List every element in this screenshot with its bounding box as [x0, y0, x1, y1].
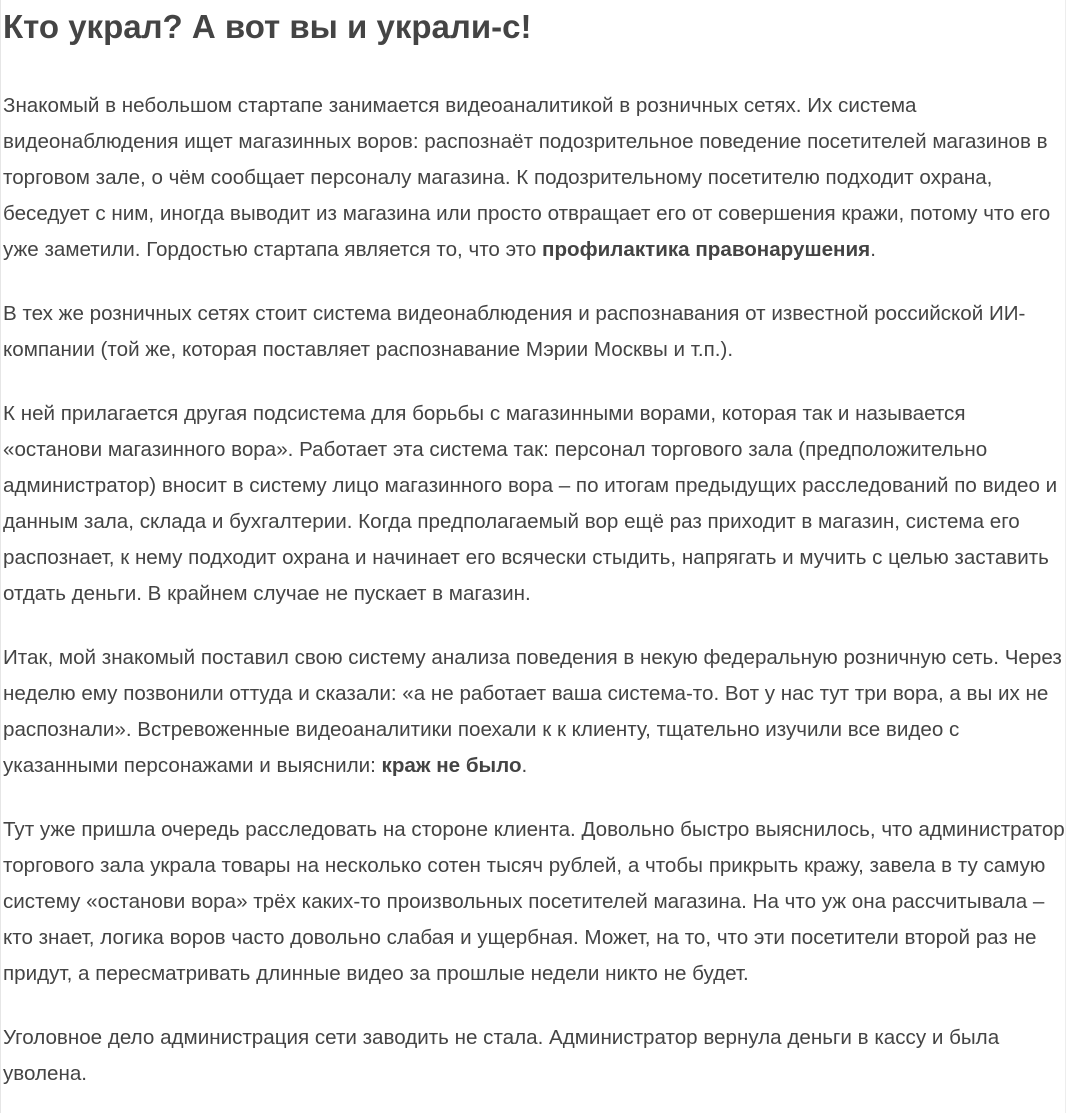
- paragraph-1: [3, 88, 1067, 268]
- paragraph-6: Уголовное дело администрация сети заводить не стала. Администратор вернула деньги в кассу и была уволена.: [3, 1026, 1000, 1085]
- article-title: Кто украл? А вот вы и украли-с!: [3, 8, 532, 45]
- left-border-line: [0, 0, 1, 1113]
- paragraph-2: В тех же розничных сетях стоит система видеонаблюдения и распознавания от известной российской ИИ-компании (той же, которая поставляет распознавание Мэрии Москвы и т.п.).: [3, 302, 1026, 361]
- paragraph-1-text: Знакомый в небольшом стартапе занимается видеоаналитикой в розничных сетях. Их система видеонаблюдения ищет магазинных воров: распознаёт подозрительное поведение посетителей магазинов в торговом зале, о чём сообщает персоналу магазина. К подозрительному посетителю подходит охрана, беседует с ним, иногда выводит из магазина или просто отвращает его от совершения кражи, потому что его уже заметили. Гордостью стартапа является то, что это: [3, 94, 1051, 261]
- article: [3, 0, 1067, 1092]
- paragraph-1-bold-phrase: профилактика правонарушения: [542, 238, 871, 261]
- paragraph-3: К ней прилагается другая подсистема для борьбы с магазинными ворами, которая так и называется «останови магазинного вора». Работает эта система так: персонал торгового зала (предположительно администратор) вносит в систему лицо магазинного вора – по итогам предыдущих расследований по видео и данным зала, склада и бухгалтерии. Когда предполагаемый вор ещё раз приходит в магазин, система его распознает, к нему подходит охрана и начинает его всячески стыдить, напрягать и мучить с целью заставить отдать деньги. В крайнем случае не пускает в магазин.: [3, 402, 1058, 605]
- paragraph-4: [3, 640, 1067, 784]
- paragraph-4-end: .: [521, 754, 528, 777]
- paragraph-1-end: .: [870, 238, 876, 261]
- paragraph-5: Тут уже пришла очередь расследовать на стороне клиента. Довольно быстро выяснилось, что администратор торгового зала украла товары на несколько сотен тысяч рублей, а чтобы прикрыть кражу, завела в ту самую систему «останови вора» трёх каких-то произвольных посетителей магазина. На что уж она рассчитывала – кто знает, логика воров часто довольно слабая и ущербная. Может, на то, что эти посетители второй раз не придут, а пересматривать длинные видео за прошлые недели никто не будет.: [3, 818, 1065, 985]
- paragraph-4-bold-phrase: краж не было: [381, 754, 522, 777]
- paragraph-4-text: Итак, мой знакомый поставил свою систему анализа поведения в некую федеральную розничную сеть. Через неделю ему позвонили оттуда и сказали: «а не работает ваша система-то. Вот у нас тут три вора, а вы их не распознали». Встревоженные видеоаналитики поехали к к клиенту, тщательно изучили все видео с указанными персонажами и выяснили:: [3, 646, 1062, 777]
